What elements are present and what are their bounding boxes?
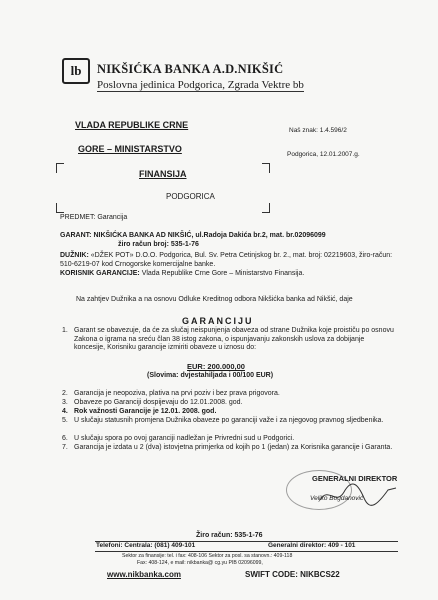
guarantee-amount-words: (Slovima: dvjestahiljada i 00/100 EUR) [147, 372, 274, 379]
address-bracket-top-right [262, 163, 270, 173]
address-bracket-bottom-left [56, 203, 64, 213]
addressee-line-2: GORE – MINISTARSTVO [78, 144, 182, 154]
addressee-line-1: VLADA REPUBLIKE CRNE [75, 120, 189, 130]
debtor-text: «DŽEK POT» D.O.O. Podgorica, Bul. Sv. Petra Cetinjskog br. 2., mat. broj: 02219603, žiro-račun: 510-6219-07 kod Crnogorske komercijalne banke. [60, 252, 393, 268]
bank-name: NIKŠIĆKA BANKA A.D.NIKŠIĆ [97, 62, 284, 76]
footer-phone: Telefoni: Centrala: (081) 409-101 [96, 542, 196, 549]
footer-sectors: Sektor za finansije: tel. i fax: 408-106 Sektor za posl. sa stanovn.: 409-118 [122, 553, 293, 559]
bank-logo-icon [62, 58, 90, 84]
reference-number: Naš znak: 1.4.596/2 [289, 127, 347, 134]
document-title: GARANCIJU [182, 316, 254, 326]
signer-name: Veljko Bogdanović [310, 495, 364, 502]
guarantor-text: NIKŠIĆKA BANKA AD NIKŠIĆ, ul.Radoja Dakića br.2, mat. br.02096099 [93, 232, 326, 239]
bank-branch: Poslovna jedinica Podgorica, Zgrada Vektre bb [97, 79, 304, 91]
footer-fax: Fax: 408-124, e mail: nikbanka@ cg.yu PIB 02096099, [137, 560, 263, 566]
beneficiary-text: Vlada Republike Crne Gore – Ministarstvo Finansija. [141, 270, 305, 277]
guarantor-account: žiro račun broj: 535-1-76 [118, 240, 199, 248]
list-item: 2. Garancija je neopoziva, plativa na prvi poziv i bez prava prigovora. [62, 390, 280, 397]
list-item: 5. U slučaju statusnih promjena Dužnika obaveze po garanciji važe i za njegovog pravnog sljedbenika. [62, 417, 384, 424]
list-item: 3. Obaveze po Garanciji dospijevaju do 12.01.2008. god. [62, 399, 243, 406]
intro-paragraph: Na zahtjev Dužnika a na osnovu Odluke Kreditnog odbora Nikšićka banka ad Nikšić, daje [76, 296, 353, 303]
footer-divider [95, 551, 398, 552]
guarantee-amount: EUR: 200.000,00 [187, 362, 245, 371]
footer-director: Generalni direktor: 409 - 101 [268, 542, 356, 549]
subject-line: PREDMET: Garancija [60, 214, 128, 221]
debtor-label: DUŽNIK: [60, 252, 89, 259]
footer-account: Žiro račun: 535-1-76 [196, 532, 263, 539]
logo-text: lb [70, 63, 82, 78]
address-bracket-top-left [56, 163, 64, 173]
guarantor-block [60, 232, 390, 249]
address-bracket-bottom-right [262, 203, 270, 213]
addressee-city: PODGORICA [166, 192, 215, 201]
footer-website-link[interactable]: www.nikbanka.com [107, 570, 181, 579]
list-item: 4. Rok važnosti Garancije je 12.01. 2008. god. [62, 408, 217, 415]
guarantor-label: GARANT: [60, 232, 92, 239]
beneficiary-block [60, 270, 395, 279]
addressee-line-3: FINANSIJA [139, 169, 187, 179]
footer-swift: SWIFT CODE: NIKBCS22 [245, 570, 340, 579]
beneficiary-label: KORISNIK GARANCIJE: [60, 270, 140, 277]
list-item: 7. Garancija je izdata u 2 (dva) istovjetna primjerka od kojih po 1 (jedan) za Korisnika garancije i Garanta. [62, 444, 393, 451]
signer-title: GENERALNI DIREKTOR [312, 474, 398, 483]
list-item: 1. Garant se obavezuje, da će za slučaj neispunjenja obaveza od strane Dužnika koje proističu po osnovu Zakona o igrama na sreću član 38 istog zakona, o ispunjavanju zakonskih uslova za dobijanje koncesije, Korisniku garancije izmiriti obaveze u iznosu do: [62, 327, 394, 352]
reference-date: Podgorica, 12.01.2007.g. [287, 151, 360, 158]
debtor-block [60, 252, 395, 269]
list-item: 6. U slučaju spora po ovoj garanciji nadležan je Privredni sud u Podgorici. [62, 435, 295, 442]
